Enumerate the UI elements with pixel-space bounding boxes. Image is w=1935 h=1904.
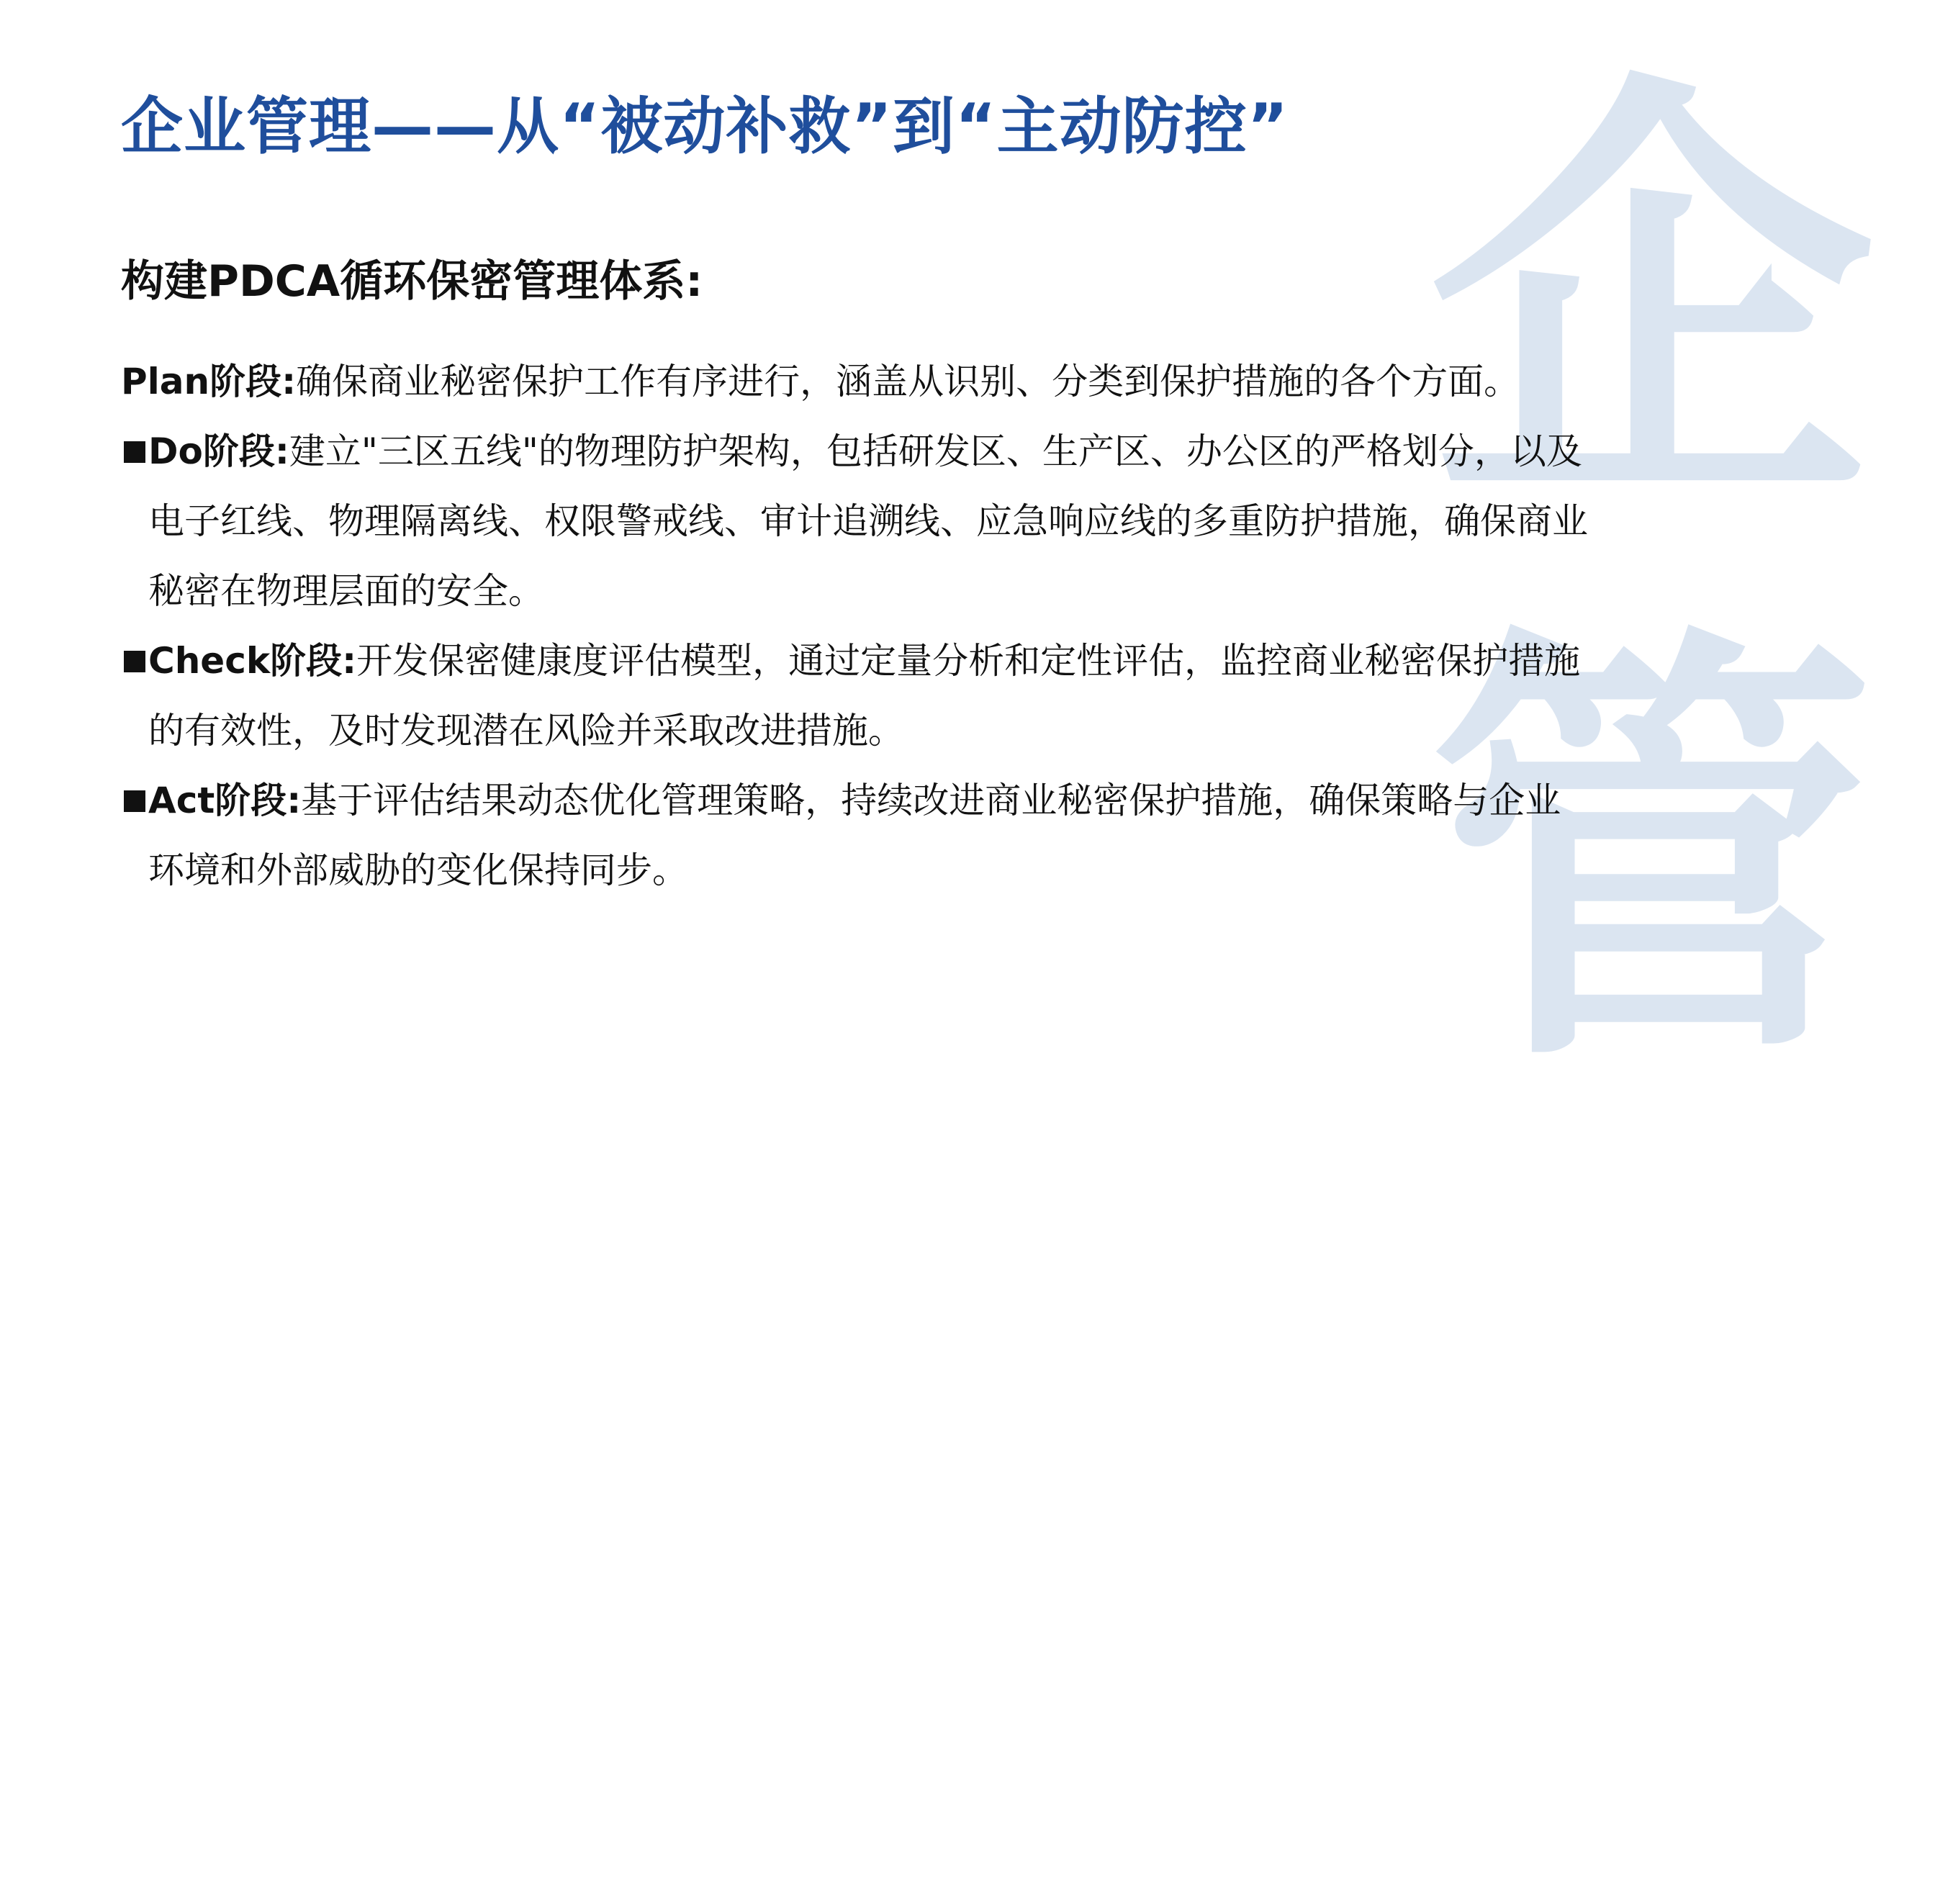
square-bullet-icon <box>124 651 145 672</box>
phase-description: 建立"三区五线"的物理防护架构，包括研发区、生产区、办公区的严格划分，以及电子红线、物理隔离线、权限警戒线、审计追溯线、应急响应线的多重防护措施，确保商业秘密在物理层面的安全。 <box>148 430 1588 612</box>
watermark-char-guan: 管 <box>1429 591 1875 1115</box>
phase-do <box>121 417 1597 626</box>
section-heading: 构建PDCA循环保密管理体系: <box>121 256 703 307</box>
phase-label: Check阶段: <box>148 640 357 682</box>
square-bullet-icon <box>124 441 145 463</box>
phase-label: Do阶段: <box>148 430 289 472</box>
square-bullet-icon <box>124 790 145 812</box>
phase-label: Act阶段: <box>148 780 302 821</box>
phase-act <box>121 766 1597 906</box>
phase-description: 确保商业秘密保护工作有序进行，涵盖从识别、分类到保护措施的各个方面。 <box>296 361 1520 402</box>
phase-check <box>121 626 1597 766</box>
page-title: 企业管理——从“被动补救”到“主动防控” <box>121 91 1289 163</box>
pdca-phase-list <box>121 347 1597 906</box>
watermark-char-qi: 企 <box>1429 37 1875 561</box>
phase-description: 开发保密健康度评估模型，通过定量分析和定性评估，监控商业秘密保护措施的有效性，及时发现潜在风险并采取改进措施。 <box>148 640 1581 752</box>
phase-description: 基于评估结果动态优化管理策略，持续改进商业秘密保护措施，确保策略与企业环境和外部威胁的变化保持同步。 <box>148 780 1561 891</box>
phase-plan <box>121 347 1597 417</box>
phase-label: Plan阶段: <box>121 361 297 402</box>
